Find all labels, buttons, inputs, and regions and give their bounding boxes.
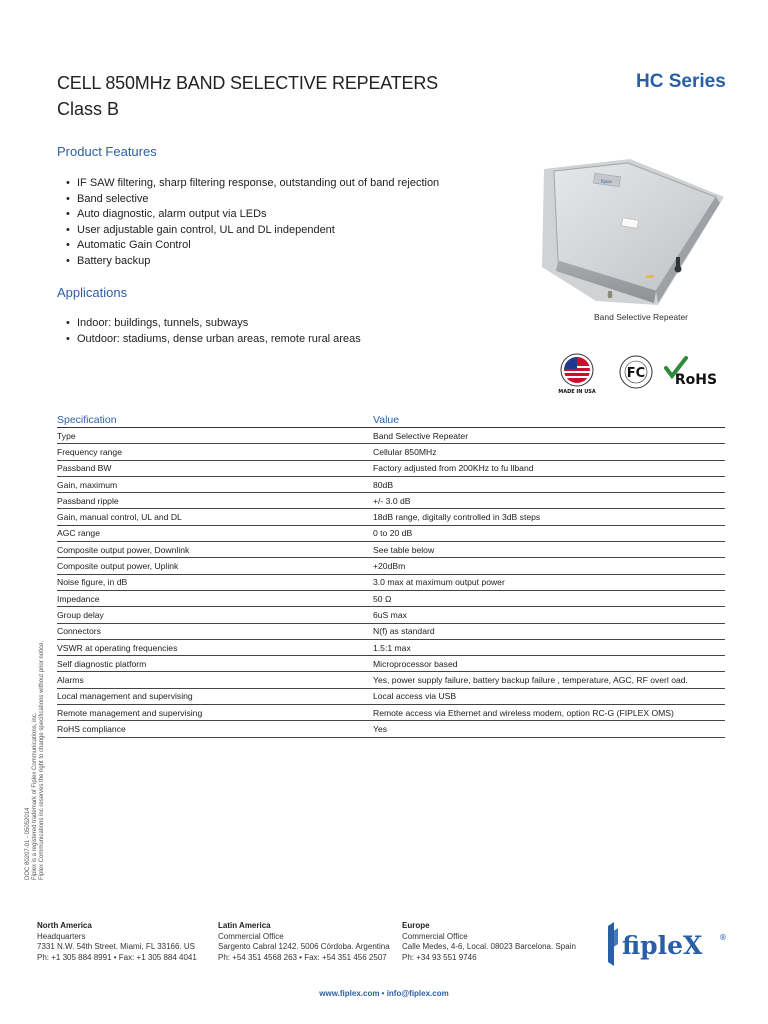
spec-cell: Gain, maximum (57, 476, 373, 492)
applications-heading: Applications (57, 285, 128, 300)
table-row (57, 590, 725, 606)
spec-cell: RoHS compliance (57, 721, 373, 737)
footer-north-america (37, 921, 197, 963)
footer-address: Calle Medes, 4-6, Local. 08023 Barcelona. Spain (402, 942, 576, 951)
footer-phone: Ph: +34 93 551 9746 (402, 952, 477, 962)
spec-cell: Composite output power, Uplink (57, 558, 373, 574)
list-item: • Automatic Gain Control (65, 238, 439, 254)
features-heading: Product Features (57, 144, 157, 159)
value-cell: Microprocessor based (373, 656, 725, 672)
list-item: • Outdoor: stadiums, dense urban areas, remote rural areas (65, 332, 361, 348)
value-cell: See table below (373, 542, 725, 558)
product-caption: Band Selective Repeater (593, 312, 689, 322)
value-cell: 50 Ω (373, 590, 725, 606)
table-header-row (57, 411, 725, 428)
spec-cell: Frequency range (57, 444, 373, 460)
list-item: • Auto diagnostic, alarm output via LEDs (65, 207, 439, 223)
table-row (57, 444, 725, 460)
value-cell: 6uS max (373, 607, 725, 623)
spec-cell: Gain, manual control, UL and DL (57, 509, 373, 525)
fcc-icon (620, 356, 652, 388)
table-row (57, 623, 725, 639)
value-cell: Cellular 850MHz (373, 444, 725, 460)
footer-latin-america (218, 921, 390, 963)
list-item: • User adjustable gain control, UL and DL independent (65, 223, 439, 239)
list-item: • Battery backup (65, 254, 439, 270)
website-link[interactable]: www.fiplex.com • info@fiplex.com (319, 989, 449, 998)
fiplex-logo (600, 918, 730, 970)
legal-side-note (25, 580, 46, 880)
doc-number: DOC 80207-01 - 05052014 (25, 807, 31, 880)
footer-address: 7331 N.W. 54th Street. Miami, FL 33166. US (37, 942, 195, 951)
product-image (538, 157, 728, 307)
table-row (57, 525, 725, 541)
footer-europe (402, 921, 576, 963)
disclaimer-note: Fiplex Communications inc reserves the right to change specifications without prior notice. (39, 640, 45, 880)
footer-region: North America (37, 921, 92, 930)
product-badge: fiplex (601, 179, 612, 184)
table-row (57, 460, 725, 476)
table-row (57, 493, 725, 509)
table-row (57, 607, 725, 623)
table-row (57, 688, 725, 704)
logo-registered-mark: ® (719, 933, 727, 942)
table-row (57, 672, 725, 688)
value-cell: 3.0 max at maximum output power (373, 574, 725, 590)
table-row (57, 639, 725, 655)
value-cell: Band Selective Repeater (373, 428, 725, 444)
footer-phone: Ph: +1 305 884 8991 • Fax: +1 305 884 4041 (37, 952, 197, 962)
table-row (57, 542, 725, 558)
table-row (57, 721, 725, 737)
value-cell: +20dBm (373, 558, 725, 574)
features-list (65, 176, 439, 269)
list-item: • Band selective (65, 192, 439, 208)
column-header-value: Value (373, 411, 725, 428)
footer-region: Europe (402, 921, 430, 930)
value-cell: +/- 3.0 dB (373, 493, 725, 509)
table-row (57, 509, 725, 525)
value-cell: Remote access via Ethernet and wireless modem, option RC-G (FIPLEX OMS) (373, 705, 725, 721)
table-row (57, 656, 725, 672)
applications-list (65, 316, 361, 347)
spec-cell: VSWR at operating frequencies (57, 639, 373, 655)
page-title-line2: Class B (57, 99, 120, 119)
footer-office: Commercial Office (218, 931, 284, 941)
table-row (57, 428, 725, 444)
certification-logos (558, 352, 726, 396)
value-cell: Yes (373, 721, 725, 737)
value-cell: 80dB (373, 476, 725, 492)
made-in-usa-text: MADE IN USA (558, 389, 596, 395)
rohs-text: RoHS (674, 372, 718, 388)
spec-cell: Passband BW (57, 460, 373, 476)
value-cell: N(f) as standard (373, 623, 725, 639)
spec-cell: AGC range (57, 525, 373, 541)
table-row (57, 558, 725, 574)
spec-cell: Group delay (57, 607, 373, 623)
footer-address: Sargento Cabral 1242. 5006 Córdoba. Argentina (218, 942, 390, 951)
value-cell: 0 to 20 dB (373, 525, 725, 541)
footer-phone: Ph: +54 351 4568 263 • Fax: +54 351 456 2507 (218, 952, 387, 962)
fcc-text: FC (626, 366, 646, 381)
spec-cell: Connectors (57, 623, 373, 639)
value-cell: 18dB range, digitally controlled in 3dB steps (373, 509, 725, 525)
specification-table (57, 411, 725, 738)
made-in-usa-icon (558, 354, 596, 395)
spec-cell: Composite output power, Downlink (57, 542, 373, 558)
spec-cell: Passband ripple (57, 493, 373, 509)
spec-cell: Self diagnostic platform (57, 656, 373, 672)
spec-cell: Impedance (57, 590, 373, 606)
footer-office: Commercial Office (402, 931, 468, 941)
value-cell: Yes, power supply failure, battery backup failure , temperature, AGC, RF overl oad. (373, 672, 725, 688)
spec-cell: Type (57, 428, 373, 444)
spec-cell: Noise figure, in dB (57, 574, 373, 590)
trademark-note: Fiplex is a registered trademark of Fiplex Communications, inc. (32, 712, 38, 880)
logo-wordmark: fipleX (622, 931, 703, 960)
value-cell: 1.5:1 max (373, 639, 725, 655)
spec-cell: Local management and supervising (57, 688, 373, 704)
series-label: HC Series (636, 71, 726, 92)
value-cell: Factory adjusted from 200KHz to fu llband (373, 460, 725, 476)
table-row (57, 574, 725, 590)
list-item: • IF SAW filtering, sharp filtering response, outstanding out of band rejection (65, 176, 439, 192)
spec-cell: Alarms (57, 672, 373, 688)
spec-cell: Remote management and supervising (57, 705, 373, 721)
table-row (57, 705, 725, 721)
list-item: • Indoor: buildings, tunnels, subways (65, 316, 361, 332)
page-title-line1: CELL 850MHz BAND SELECTIVE REPEATERS (57, 73, 438, 93)
rohs-icon (666, 358, 717, 388)
value-cell: Local access via USB (373, 688, 725, 704)
column-header-specification: Specification (57, 411, 373, 428)
table-row (57, 476, 725, 492)
footer-region: Latin America (218, 921, 271, 930)
footer-office: Headquarters (37, 931, 86, 941)
